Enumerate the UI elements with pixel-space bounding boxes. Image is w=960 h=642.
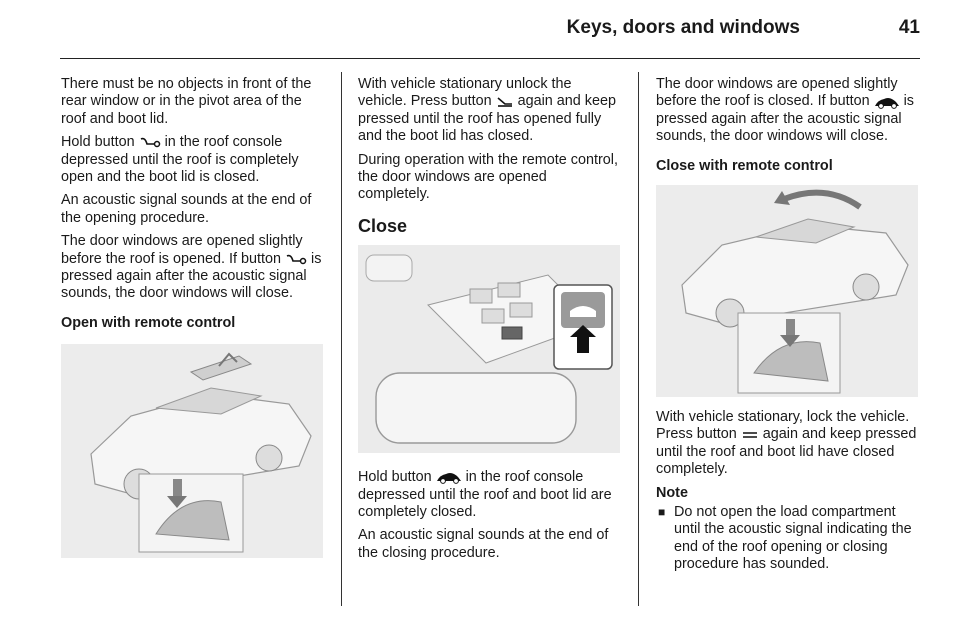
paragraph: An acoustic signal sounds at the end of the closing procedure. [358,527,609,561]
lock-roof-icon [741,430,759,440]
paragraph: During operation with the remote control, the door windows are opened completely. [358,151,618,203]
roof-console-drawing [358,245,620,453]
paragraph [656,409,918,479]
text: With vehicle stationary, lock the vehicle. Press button [656,409,910,443]
text: is pressed again after the acoustic signal sounds, the door windows will close. [61,250,322,302]
text: The door windows are opened slightly before the roof is opened. If button [61,233,303,267]
text: With vehicle stationary unlock the vehicle. Press button [358,76,572,110]
roof-console-illustration [358,245,620,453]
paragraph: An acoustic signal sounds at the end of the opening procedure. [61,192,312,226]
text: Hold button [358,469,436,486]
section-heading-close: Close [358,215,408,236]
paragraph: There must be no objects in front of the rear window or in the pivot area of the roof and boot lid. [61,76,312,127]
text: is pressed again after the acoustic signal sounds, the door windows will close. [656,93,914,145]
subheading: Close with remote control [656,157,833,174]
text: The door windows are opened slightly before the roof is closed. If button [656,76,898,110]
text: Hold button [61,134,139,151]
text: in the roof console depressed until the roof and boot lid are completely closed. [358,469,612,521]
subheading: Open with remote control [61,314,236,331]
open-roof-remote-illustration [61,344,323,558]
paragraph [61,134,323,186]
text: in the roof console depressed until the roof is completely open and the boot lid is closed. [61,134,299,186]
page-number: 41 [898,17,920,38]
column-3 [656,76,918,574]
roof-close-icon [874,95,900,109]
paragraph [61,233,323,303]
close-roof-remote-illustration [656,185,918,397]
roof-close-icon [436,470,462,484]
paragraph [358,469,620,521]
header-title: Keys, doors and windows [566,17,800,38]
car-close-illustration [656,185,918,397]
roof-open-icon [139,136,161,148]
note-text: Do not open the load compartment until the acoustic signal indicating the end of the roof opening or closing procedure has sounded. [674,504,912,573]
text: again and keep pressed until the roof and boot lid have closed completely. [656,426,917,478]
note-title: Note [656,484,688,501]
paragraph [656,76,918,146]
text: again and keep pressed until the roof has opened fully and the boot lid has closed. [358,93,617,145]
roof-open-icon [285,253,307,265]
column-divider-1 [341,72,342,606]
car-open-illustration [61,344,323,558]
header-rule [60,58,920,59]
column-divider-2 [638,72,639,606]
unlock-roof-icon [496,96,514,108]
paragraph [358,76,620,146]
column-2 [358,76,620,568]
column-1 [61,76,323,558]
note-bullet [656,504,918,574]
bullet-mark: ■ [658,505,666,520]
